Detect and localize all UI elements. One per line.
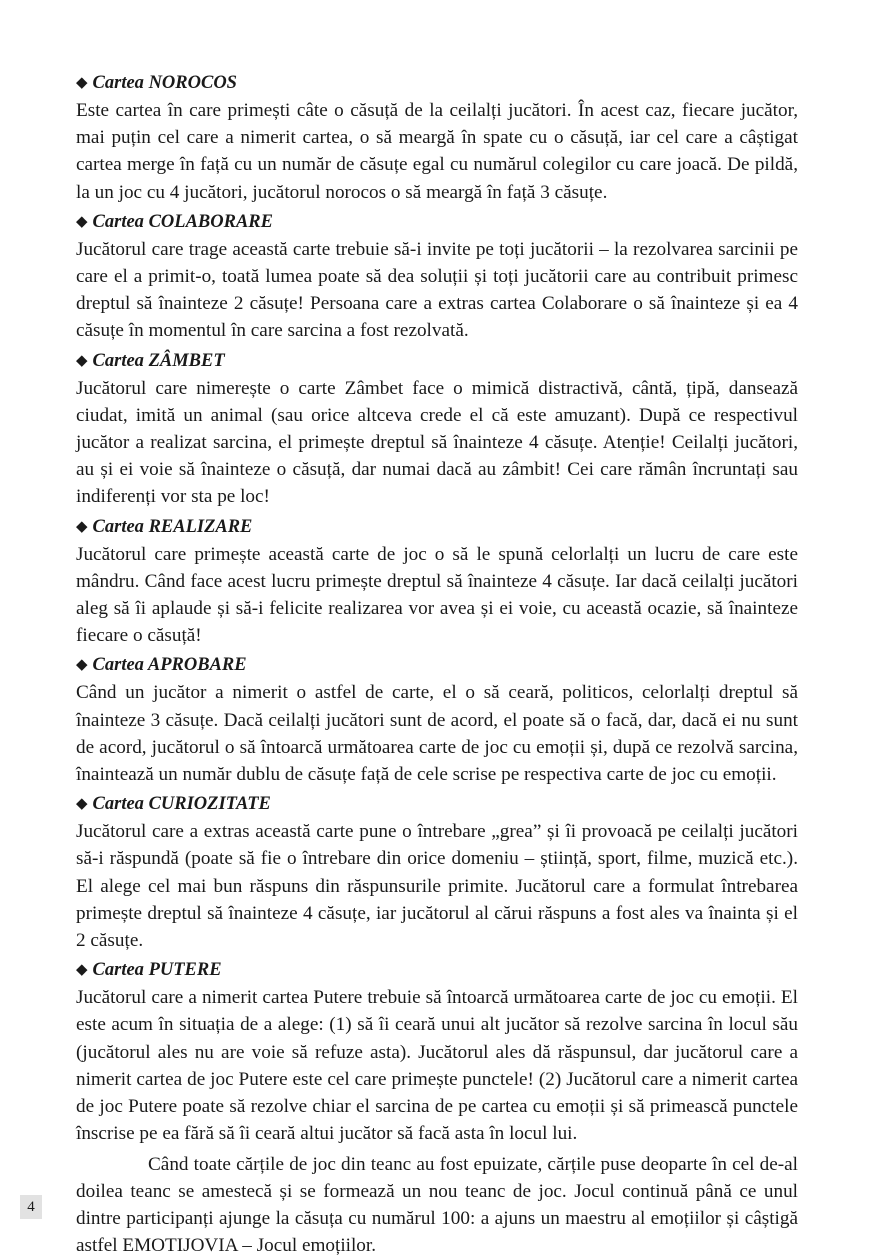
section-heading-curiozitate: [76, 791, 798, 818]
heading-prefix: Cartea: [93, 960, 144, 980]
section-text-zambet: Jucătorul care nimerește o carte Zâmbet face o mimică distractivă, cântă, țipă, dansează ciudat, imită un animal (sau orice altceva crede el că este amuzant). După ce respectivul jucător a realizat sarcina, el primește dreptul să înainteze 4 căsuțe. Atenție! Ceilalți jucători, au și ei voie să înainteze o căsuță, dar numai dacă au zâmbit! Cei care rămân încruntați sau indiferenți vor sta pe loc!: [76, 375, 798, 511]
section-heading-realizare: [76, 514, 798, 541]
page-body: [76, 70, 798, 1259]
heading-prefix: Cartea: [93, 351, 144, 371]
heading-name: REALIZARE: [149, 517, 253, 537]
section-text-curiozitate: Jucătorul care a extras această carte pune o întrebare „grea” și îi provoacă pe ceilalți jucători să-i răspundă (poate să fie o întrebare din orice domeniu – știință, sport, filme, muzică etc.). El alege cel mai bun răspuns din răspunsurile primite. Jucătorul care a formulat întrebarea primește dreptul să înainteze 4 căsuțe, iar jucătorul al cărui răspuns a fost ales va înainta și el 2 căsuțe.: [76, 818, 798, 954]
section-heading-zambet: [76, 348, 798, 375]
heading-prefix: Cartea: [93, 655, 144, 675]
section-heading-colaborare: [76, 209, 798, 236]
section-text-norocos: Este cartea în care primești câte o căsuță de la ceilalți jucători. În acest caz, fiecare jucător, mai puțin cel care a nimerit cartea, o să meargă în spate cu o căsuță, iar cel care a câștigat cartea merge în față cu un număr de căsuțe egal cu numărul colegilor cu care joacă. De pildă, la un joc cu 4 jucători, jucătorul norocos o să meargă în față 3 căsuțe.: [76, 97, 798, 206]
diamond-bullet-icon: ◆: [76, 75, 88, 91]
section-text-realizare: Jucătorul care primește această carte de joc o să le spună celorlalți un lucru de care este mândru. Când face acest lucru primește dreptul să înainteze 4 căsuțe. Iar dacă ceilalți jucători aleg să îi aplaude și să-i felicite realizarea vor avea și ei voie, cu această ocazie, să înainteze fiecare o căsuță!: [76, 541, 798, 650]
page-number: 4: [20, 1195, 42, 1219]
diamond-bullet-icon: ◆: [76, 962, 88, 978]
heading-prefix: Cartea: [93, 794, 144, 814]
diamond-bullet-icon: ◆: [76, 519, 88, 535]
section-heading-putere: [76, 957, 798, 984]
diamond-bullet-icon: ◆: [76, 657, 88, 673]
diamond-bullet-icon: ◆: [76, 353, 88, 369]
heading-prefix: Cartea: [93, 517, 144, 537]
heading-name: COLABORARE: [149, 212, 273, 232]
heading-prefix: Cartea: [93, 73, 144, 93]
heading-name: ZÂMBET: [149, 351, 225, 371]
section-text-putere: Jucătorul care a nimerit cartea Putere trebuie să întoarcă următoarea carte de joc cu emoții. El este acum în situația de a alege: (1) să îi ceară unui alt jucător să rezolve sarcina în locul său (jucătorul ales nu are voie să refuze asta). Jucătorul ales dă răspunsul, dar jucătorul care a nimerit cartea de joc Putere este cel care primește punctele! (2) Jucătorul care a nimerit cartea de joc Putere poate să rezolve chiar el sarcina de pe cartea cu emoții și să primească punctele înscrise pe ea fără să îi ceară altui jucător să facă asta în locul lui.: [76, 984, 798, 1147]
heading-name: NOROCOS: [149, 73, 237, 93]
heading-prefix: Cartea: [93, 212, 144, 232]
diamond-bullet-icon: ◆: [76, 796, 88, 812]
heading-name: PUTERE: [149, 960, 222, 980]
heading-name: CURIOZITATE: [149, 794, 271, 814]
diamond-bullet-icon: ◆: [76, 214, 88, 230]
heading-name: APROBARE: [148, 655, 247, 675]
section-text-colaborare: Jucătorul care trage această carte trebuie să-i invite pe toți jucătorii – la rezolvarea sarcinii pe care el a primit-o, toată lumea poate să dea soluții și toți jucătorii care au contribuit primesc dreptul să înainteze 2 căsuțe! Persoana care a extras cartea Colaborare o să înainteze și ea 4 căsuțe în momentul în care sarcina a fost rezolvată.: [76, 236, 798, 345]
closing-paragraph: Când toate cărțile de joc din teanc au fost epuizate, cărțile puse deoparte în cel de-al doilea teanc se amestecă și se formează un nou teanc de joc. Jocul continuă până ce unul dintre participanți ajunge la căsuța cu numărul 100: a ajuns un maestru al emoțiilor și câștigă astfel EMOTIJOVIA – Jocul emoțiilor.: [76, 1151, 798, 1259]
section-text-aprobare: Când un jucător a nimerit o astfel de carte, el o să ceară, politicos, celorlalți dreptul să înainteze 3 căsuțe. Dacă ceilalți jucători sunt de acord, el poate să o facă, dar, dacă ei nu sunt de acord, jucătorul o să întoarcă următoarea carte de joc cu emoții și, după ce rezolvă sarcina, înaintează un număr dublu de căsuțe față de cele scrise pe respectiva carte de joc cu emoții.: [76, 679, 798, 788]
section-heading-aprobare: [76, 652, 798, 679]
section-heading-norocos: [76, 70, 798, 97]
